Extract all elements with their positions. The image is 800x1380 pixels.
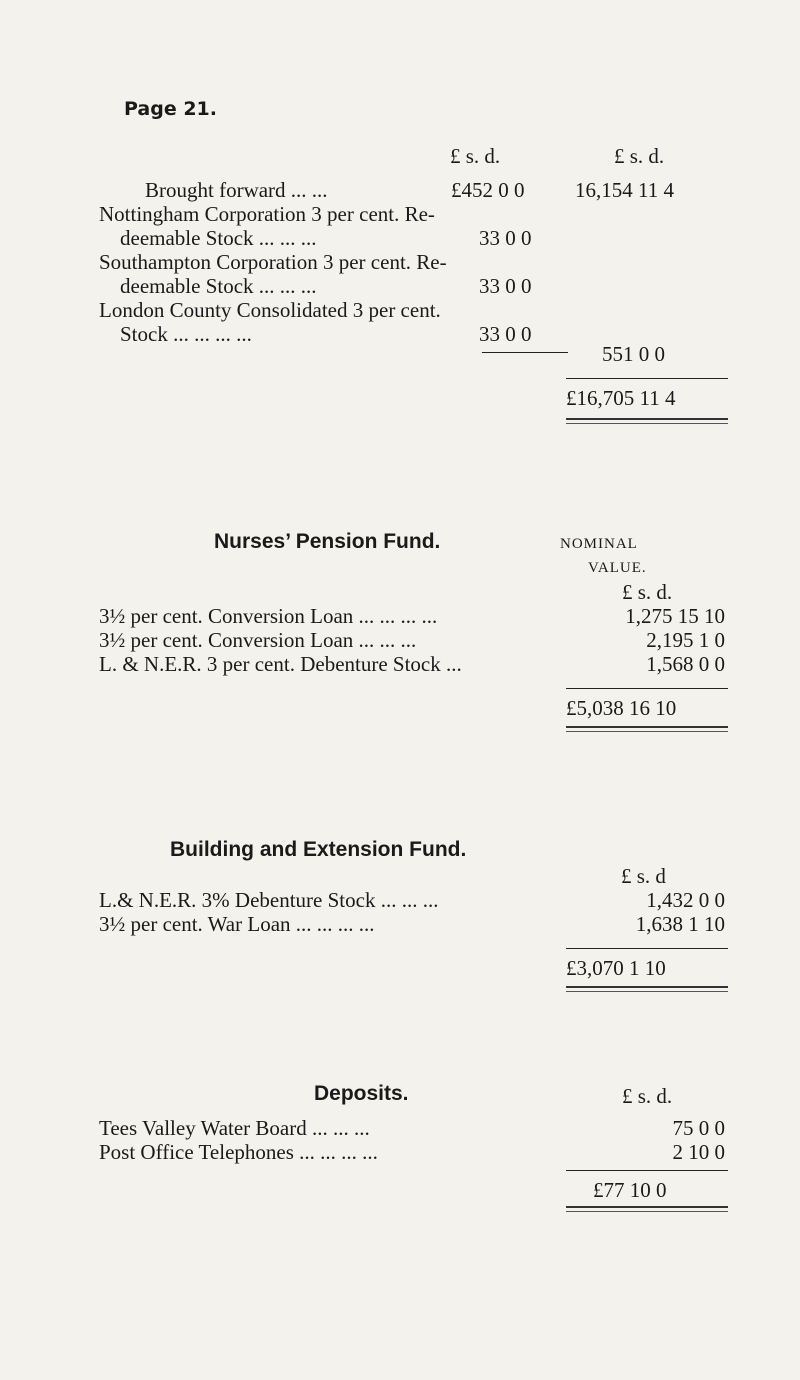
- deposits-row-1-amount: 75 0 0: [672, 1116, 725, 1140]
- total-rule: [566, 378, 728, 379]
- page-number: Page 21.: [124, 98, 217, 120]
- building-total: £3,070 1 10: [566, 956, 666, 980]
- row-nottingham-line2: deemable Stock ... ... ...: [120, 226, 317, 250]
- deposits-double-rule: [566, 1206, 728, 1212]
- nurses-row-1-amount: 1,275 15 10: [625, 604, 725, 628]
- row-london-line2: Stock ... ... ... ...: [120, 322, 252, 346]
- nurses-double-rule: [566, 726, 728, 732]
- row-southampton-line2: deemable Stock ... ... ...: [120, 274, 317, 298]
- nurses-row-1-label: 3½ per cent. Conversion Loan ... ... ... ...: [99, 604, 438, 628]
- building-row-1-label: L.& N.E.R. 3% Debenture Stock ... ... ...: [99, 888, 439, 912]
- value-header: VALUE.: [588, 560, 647, 576]
- deposits-title: Deposits.: [314, 1082, 409, 1105]
- nurses-row-3-amount: 1,568 0 0: [646, 652, 725, 676]
- deposits-column-header: £ s. d.: [622, 1084, 673, 1108]
- building-total-rule: [566, 948, 728, 949]
- row-brought-forward-label: Brought forward ... ...: [145, 178, 328, 202]
- row-southampton-line1: Southampton Corporation 3 per cent. Re-: [99, 250, 447, 274]
- column-header-left: £ s. d.: [450, 144, 501, 168]
- deposits-total: £77 10 0: [593, 1178, 667, 1202]
- section1-total: £16,705 11 4: [566, 386, 676, 410]
- deposits-row-2-amount: 2 10 0: [672, 1140, 725, 1164]
- row-london-line1: London County Consolidated 3 per cent.: [99, 298, 441, 322]
- subtotal-rule: [482, 352, 568, 353]
- building-column-header: £ s. d: [621, 864, 666, 888]
- nurses-total: £5,038 16 10: [566, 696, 677, 720]
- nurses-row-2-label: 3½ per cent. Conversion Loan ... ... ...: [99, 628, 417, 652]
- building-row-2-label: 3½ per cent. War Loan ... ... ... ...: [99, 912, 375, 936]
- row-nottingham-line1: Nottingham Corporation 3 per cent. Re-: [99, 202, 435, 226]
- nurses-column-header: £ s. d.: [622, 580, 673, 604]
- deposits-row-1-label: Tees Valley Water Board ... ... ...: [99, 1116, 370, 1140]
- column-header-right: £ s. d.: [614, 144, 665, 168]
- row-london-amount: 33 0 0: [479, 322, 532, 346]
- building-double-rule: [566, 986, 728, 992]
- nurses-fund-title: Nurses’ Pension Fund.: [214, 530, 441, 553]
- row-nottingham-amount: 33 0 0: [479, 226, 532, 250]
- row-brought-forward-total: 16,154 11 4: [575, 178, 674, 202]
- deposits-total-rule: [566, 1170, 728, 1171]
- nurses-total-rule: [566, 688, 728, 689]
- nurses-row-3-label: L. & N.E.R. 3 per cent. Debenture Stock ...: [99, 652, 462, 676]
- deposits-row-2-label: Post Office Telephones ... ... ... ...: [99, 1140, 378, 1164]
- section1-subtotal: 551 0 0: [602, 342, 665, 366]
- row-brought-forward-amount: £452 0 0: [451, 178, 525, 202]
- nurses-row-2-amount: 2,195 1 0: [646, 628, 725, 652]
- nominal-header: NOMINAL: [560, 536, 638, 552]
- building-row-1-amount: 1,432 0 0: [646, 888, 725, 912]
- total-double-rule: [566, 418, 728, 424]
- row-southampton-amount: 33 0 0: [479, 274, 532, 298]
- building-fund-title: Building and Extension Fund.: [170, 838, 467, 861]
- building-row-2-amount: 1,638 1 10: [635, 912, 725, 936]
